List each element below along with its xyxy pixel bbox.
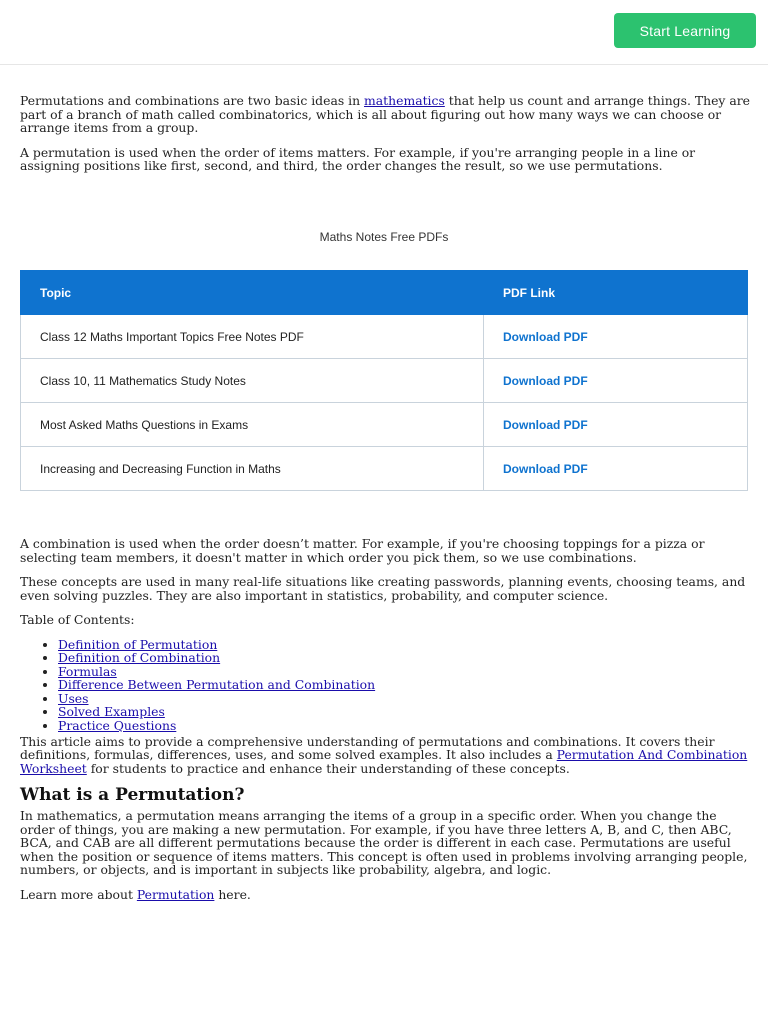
toc-link-uses[interactable]: Uses: [58, 690, 89, 706]
toc-link-definition-permutation[interactable]: Definition of Permutation: [58, 636, 218, 652]
table-header-row: [21, 271, 748, 315]
top-bar: [0, 0, 768, 65]
topic-cell: Class 12 Maths Important Topics Free Notes PDF: [21, 315, 484, 359]
worksheet-link[interactable]: Permutation And Combination Worksheet: [20, 747, 748, 776]
learn-more-paragraph: Learn more about Permutation here.: [20, 886, 251, 902]
toc-link-practice-questions[interactable]: Practice Questions: [58, 718, 177, 734]
article-body: [20, 537, 750, 912]
start-learning-button[interactable]: Start Learning: [614, 13, 756, 48]
download-pdf-link[interactable]: Download PDF: [503, 373, 588, 388]
toc-item: [58, 665, 750, 679]
toc-link-solved-examples[interactable]: Solved Examples: [58, 704, 165, 720]
header-topic: Topic: [21, 271, 484, 315]
toc-link-difference[interactable]: Difference Between Permutation and Combination: [58, 677, 376, 693]
real-life-paragraph: These concepts are used in many real-life situations like creating passwords, planning events, choosing teams, and even solving puzzles. They are also important in statistics, probability, and computer science.: [20, 574, 746, 603]
toc-item: [58, 651, 750, 665]
toc-item: [58, 638, 750, 652]
toc-item: [58, 678, 750, 692]
table-caption: Maths Notes Free PDFs: [319, 230, 449, 244]
download-pdf-link[interactable]: Download PDF: [503, 417, 588, 432]
topic-cell: Class 10, 11 Mathematics Study Notes: [21, 359, 484, 403]
toc-link-formulas[interactable]: Formulas: [58, 663, 117, 679]
topic-cell: Increasing and Decreasing Function in Maths: [21, 447, 484, 491]
table-row: [21, 359, 748, 403]
article-aim-paragraph: This article aims to provide a comprehensive understanding of permutations and combinations. It covers their definitions, formulas, differences, uses, and some solved examples. It also includes a Permutation And Combination Worksheet for students to practice and enhance their understanding of these concepts.: [20, 733, 748, 776]
link-cell: [484, 315, 748, 359]
intro-paragraph-1: Permutations and combinations are two basic ideas in mathematics that help us count and arrange things. They are part of a branch of math called combinatorics, which is all about figuring out how many ways we can choose or arrange items from a group.: [20, 93, 751, 135]
mathematics-link[interactable]: mathematics: [364, 93, 445, 108]
toc-item: [58, 719, 750, 733]
download-pdf-link[interactable]: Download PDF: [503, 329, 588, 344]
intro-paragraph-2: A permutation is used when the order of items matters. For example, if you're arranging people in a line or assigning positions like first, second, and third, the order changes the result, so we use permutations.: [20, 144, 696, 173]
toc-label: Table of Contents:: [20, 612, 135, 627]
download-pdf-link[interactable]: Download PDF: [503, 461, 588, 476]
table-row: [21, 403, 748, 447]
header-pdf-link: PDF Link: [484, 271, 748, 315]
link-cell: [484, 447, 748, 491]
table-row: [21, 315, 748, 359]
permutation-link[interactable]: Permutation: [136, 886, 215, 902]
toc-link-definition-combination[interactable]: Definition of Combination: [58, 650, 221, 666]
toc-item: [58, 692, 750, 706]
link-cell: [484, 359, 748, 403]
table-row: [21, 447, 748, 491]
link-cell: [484, 403, 748, 447]
permutation-definition-paragraph: In mathematics, a permutation means arranging the items of a group in a specific order. When you change the order of things, you are making a new permutation. For example, if you have three letters A, B, and C, then ABC, BCA, and CAB are all different permutations because the order is different in each case. Permutations are useful when the position or sequence of items matters. This concept is often used in problems involving arranging people, numbers, or objects, and is important in subjects like probability, algebra, and logic.: [20, 808, 748, 878]
toc-item: [58, 705, 750, 719]
intro-section: [20, 94, 750, 173]
section-heading-permutation: What is a Permutation?: [20, 785, 245, 806]
notes-pdf-table: [20, 270, 748, 491]
combination-paragraph: A combination is used when the order doesn’t matter. For example, if you're choosing toppings for a pizza or selecting team members, it doesn't matter in which order you pick them, so we use combinations.: [20, 536, 705, 565]
topic-cell: Most Asked Maths Questions in Exams: [21, 403, 484, 447]
table-of-contents: [20, 638, 750, 733]
